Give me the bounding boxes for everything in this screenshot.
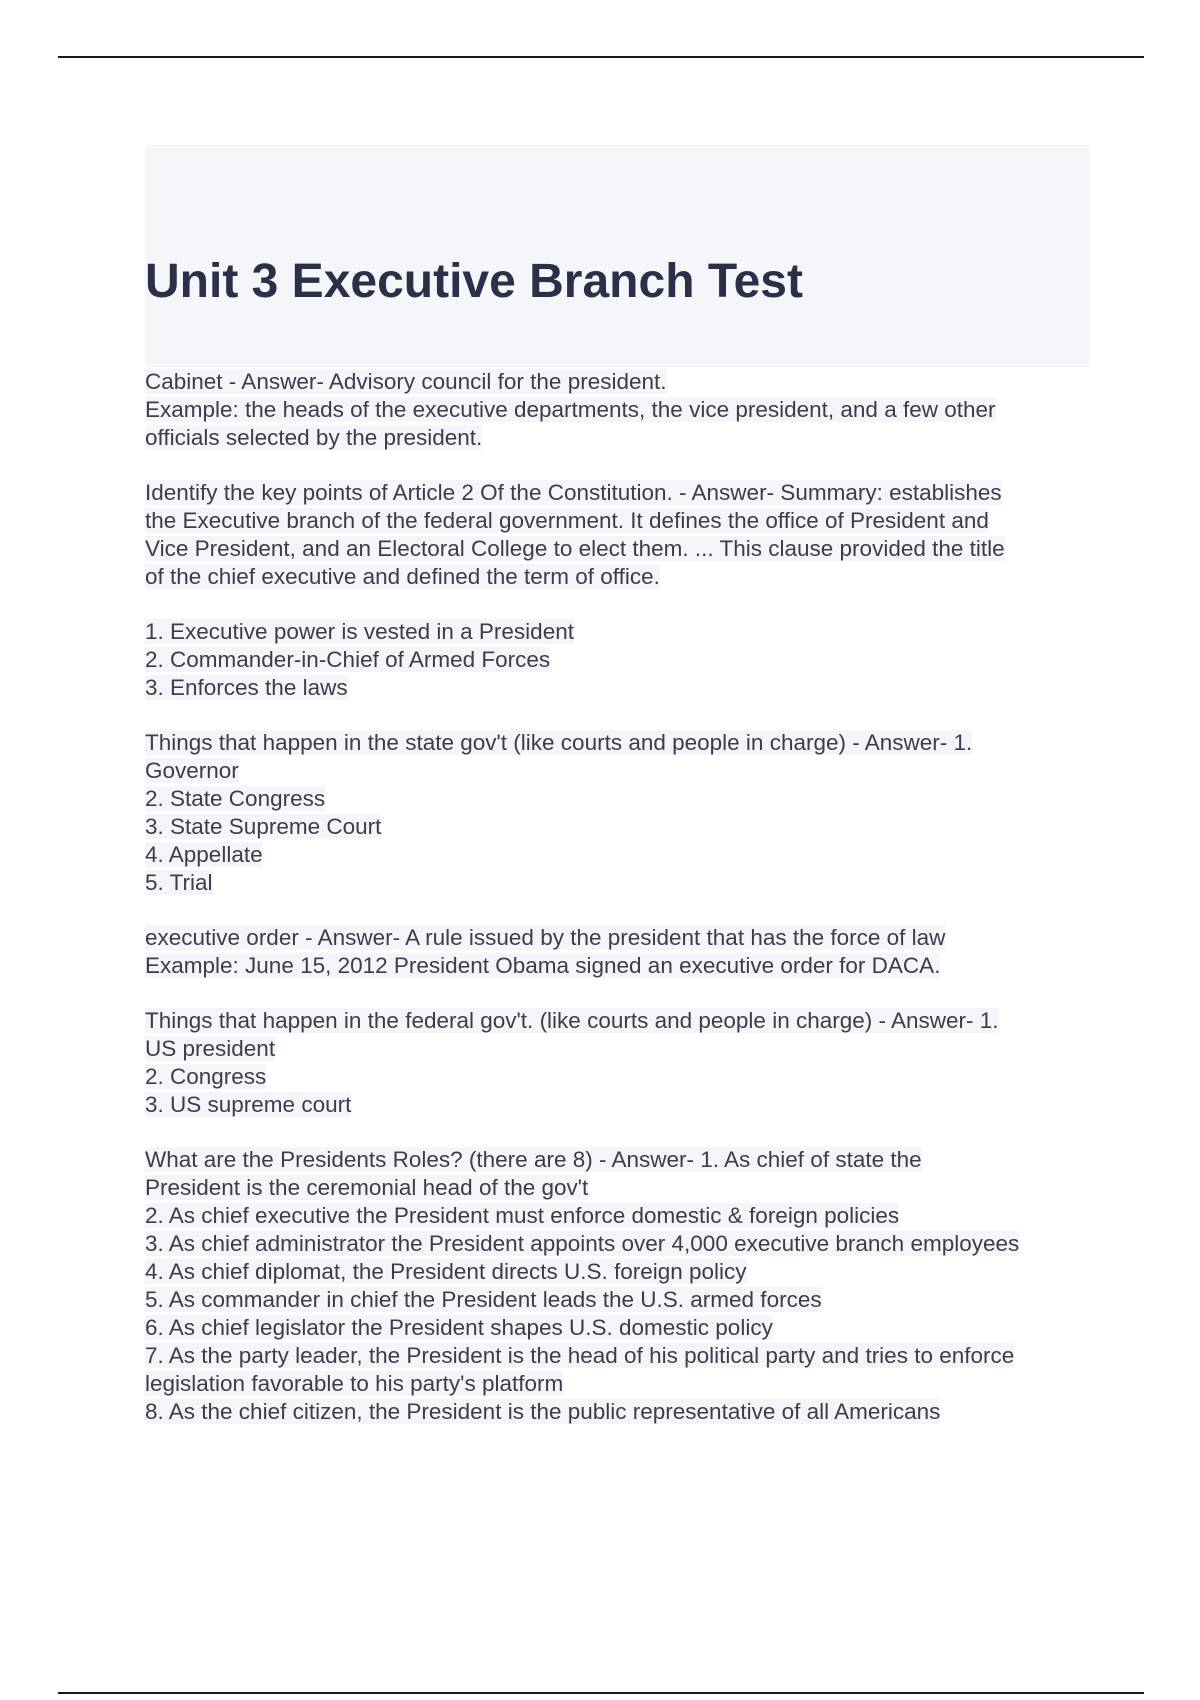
text-line: Governor bbox=[145, 758, 239, 783]
document-body bbox=[145, 368, 1095, 1453]
list-item: 5. As commander in chief the President leads the U.S. armed forces bbox=[145, 1287, 822, 1312]
qa-block-president-roles bbox=[145, 1146, 1095, 1426]
list-item: 7. As the party leader, the President is the head of his political party and tries to enforce bbox=[145, 1343, 1015, 1368]
top-rule bbox=[58, 56, 1144, 58]
list-item: 3. State Supreme Court bbox=[145, 814, 382, 839]
page-title: Unit 3 Executive Branch Test bbox=[145, 255, 803, 308]
list-item: 2. Congress bbox=[145, 1064, 267, 1089]
text-line: President is the ceremonial head of the gov't bbox=[145, 1175, 589, 1200]
list-item: 6. As chief legislator the President shapes U.S. domestic policy bbox=[145, 1315, 773, 1340]
list-item: 3. Enforces the laws bbox=[145, 675, 348, 700]
qa-block-cabinet bbox=[145, 368, 1095, 452]
list-block-article-2-points bbox=[145, 618, 1095, 702]
list-item: 4. As chief diplomat, the President directs U.S. foreign policy bbox=[145, 1259, 747, 1284]
qa-block-executive-order bbox=[145, 924, 1095, 980]
text-line: legislation favorable to his party's platform bbox=[145, 1371, 564, 1396]
text-line: the Executive branch of the federal government. It defines the office of President and bbox=[145, 508, 989, 533]
text-line: What are the Presidents Roles? (there are 8) - Answer- 1. As chief of state the bbox=[145, 1147, 922, 1172]
list-item: 8. As the chief citizen, the President is the public representative of all Americans bbox=[145, 1399, 941, 1424]
list-item: 3. As chief administrator the President appoints over 4,000 executive branch employees bbox=[145, 1231, 1020, 1256]
text-line: US president bbox=[145, 1036, 276, 1061]
text-line: Things that happen in the state gov't (like courts and people in charge) - Answer- 1. bbox=[145, 730, 973, 755]
list-item: 4. Appellate bbox=[145, 842, 263, 867]
text-line: Example: the heads of the executive departments, the vice president, and a few other bbox=[145, 397, 996, 422]
list-item: 2. As chief executive the President must enforce domestic & foreign policies bbox=[145, 1203, 900, 1228]
list-item: 1. Executive power is vested in a President bbox=[145, 619, 574, 644]
text-line: executive order - Answer- A rule issued by the president that has the force of law bbox=[145, 925, 946, 950]
qa-block-federal-gov bbox=[145, 1007, 1095, 1119]
text-line: Things that happen in the federal gov't. (like courts and people in charge) - Answer- 1. bbox=[145, 1008, 999, 1033]
list-item: 2. State Congress bbox=[145, 786, 326, 811]
text-line: Vice President, and an Electoral College to elect them. ... This clause provided the title bbox=[145, 536, 1005, 561]
text-line: Example: June 15, 2012 President Obama signed an executive order for DACA. bbox=[145, 953, 941, 978]
text-line: of the chief executive and defined the term of office. bbox=[145, 564, 660, 589]
text-line: officials selected by the president. bbox=[145, 425, 483, 450]
bottom-rule bbox=[58, 1692, 1144, 1694]
list-item: 2. Commander-in-Chief of Armed Forces bbox=[145, 647, 551, 672]
list-item: 5. Trial bbox=[145, 870, 213, 895]
qa-block-article-2 bbox=[145, 479, 1095, 591]
text-line: Identify the key points of Article 2 Of the Constitution. - Answer- Summary: establishes bbox=[145, 480, 1002, 505]
qa-block-state-gov bbox=[145, 729, 1095, 897]
text-line: Cabinet - Answer- Advisory council for the president. bbox=[145, 369, 667, 394]
list-item: 3. US supreme court bbox=[145, 1092, 352, 1117]
